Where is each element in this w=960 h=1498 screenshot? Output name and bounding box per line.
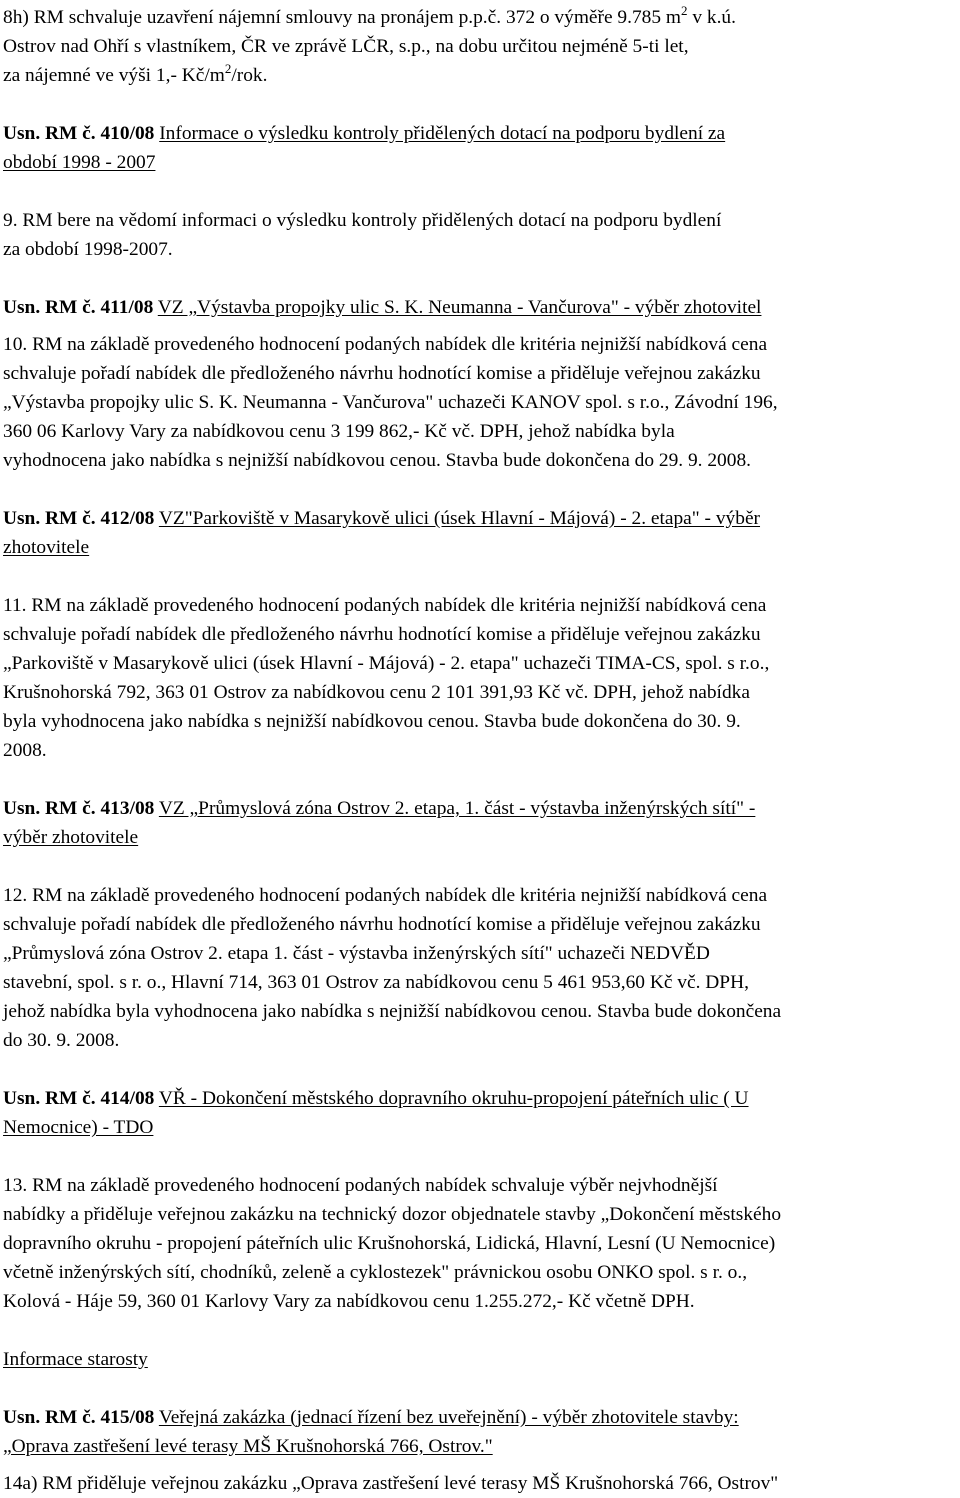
resolution-heading-line — [3, 794, 958, 823]
body-line: dopravního okruhu - propojení páteřních ulic Krušnohorská, Lidická, Hlavní, Lesní (U Nemocnice) — [3, 1233, 776, 1254]
resolution-heading-line — [3, 1403, 958, 1432]
resolution-number: Usn. RM č. 415/08 — [3, 1407, 155, 1428]
resolution-heading-line — [3, 823, 958, 852]
text: /rok. — [231, 65, 268, 86]
body-line: jehož nabídka byla vyhodnocena jako nabídka s nejnižší nabídkovou cenou. Stavba bude dokončena — [3, 1001, 782, 1022]
body-line: včetně inženýrských sítí, chodníků, zeleně a cyklostezek" právnickou osobu ONKO spol. s r. o., — [3, 1262, 748, 1283]
resolution-heading-line — [3, 1113, 958, 1142]
resolution-412-body — [3, 591, 958, 765]
body-line: 11. RM na základě provedeného hodnocení podaných nabídek dle kritéria nejnižší nabídková cena — [3, 595, 767, 616]
text: v k.ú. — [687, 7, 736, 28]
body-line: 13. RM na základě provedeného hodnocení podaných nabídek schvaluje výběr nejvhodnější — [3, 1175, 718, 1196]
resolution-title: VŘ - Dokončení městského dopravního okruhu-propojení páteřních ulic ( U — [158, 1088, 749, 1109]
resolution-414-heading — [3, 1084, 958, 1142]
body-line: Kolová - Háje 59, 360 01 Karlovy Vary za nabídkovou cenu 1.255.272,- Kč včetně DPH. — [3, 1291, 695, 1312]
resolution-title: Veřejná zakázka (jednací řízení bez uveřejnění) - výběr zhotovitele stavby: — [158, 1407, 739, 1428]
text: 8h) RM schvaluje uzavření nájemní smlouvy na pronájem p.p.č. 372 o výměře 9.785 m — [3, 7, 681, 28]
resolution-number: Usn. RM č. 414/08 — [3, 1088, 155, 1109]
resolution-heading-line — [3, 533, 958, 562]
resolution-title: VZ „Výstavba propojky ulic S. K. Neumanna - Vančurova" - výběr zhotovitel — [157, 297, 762, 318]
resolution-title: období 1998 - 2007 — [3, 152, 156, 173]
resolution-heading-line — [3, 148, 958, 177]
body-line: 360 06 Karlovy Vary za nabídkovou cenu 3 199 862,- Kč vč. DPH, jehož nabídka byla — [3, 421, 675, 442]
resolution-412-heading — [3, 504, 958, 562]
resolution-411-body — [3, 330, 958, 475]
item-8h — [3, 3, 958, 90]
superscript: 2 — [224, 60, 232, 76]
section-heading — [3, 1345, 958, 1374]
resolution-title: zhotovitele — [3, 537, 90, 558]
resolution-heading-line — [3, 119, 958, 148]
body-line: 12. RM na základě provedeného hodnocení podaných nabídek dle kritéria nejnižší nabídková cena — [3, 885, 768, 906]
body-line: za období 1998-2007. — [3, 239, 173, 260]
resolution-heading-line — [3, 504, 958, 533]
resolution-number: Usn. RM č. 411/08 — [3, 297, 154, 318]
body-line: do 30. 9. 2008. — [3, 1030, 120, 1051]
resolution-title: VZ „Průmyslová zóna Ostrov 2. etapa, 1. část - výstavba inženýrských sítí" - — [158, 798, 756, 819]
resolution-heading-line — [3, 1432, 958, 1461]
body-line: „Výstavba propojky ulic S. K. Neumanna - Vančurova" uchazeči KANOV spol. s r.o., Závodní 196, — [3, 392, 778, 413]
body-line: stavební, spol. s r. o., Hlavní 714, 363 01 Ostrov za nabídkovou cenu 5 461 953,60 Kč vč. DPH, — [3, 972, 749, 993]
resolution-413-heading — [3, 794, 958, 852]
resolution-title: „Oprava zastřešení levé terasy MŠ Krušnohorská 766, Ostrov." — [3, 1436, 493, 1457]
resolution-title: výběr zhotovitele — [3, 827, 139, 848]
item-8h-line — [3, 61, 958, 90]
resolution-415-body — [3, 1469, 958, 1498]
resolution-number: Usn. RM č. 413/08 — [3, 798, 155, 819]
resolution-heading-line — [3, 293, 958, 322]
resolution-415-heading — [3, 1403, 958, 1461]
informace-starosty-section — [3, 1345, 958, 1374]
resolution-title: Informace o výsledku kontroly přidělených dotací na podporu bydlení za — [159, 123, 726, 144]
resolution-410-heading — [3, 119, 958, 177]
resolution-414-body — [3, 1171, 958, 1316]
document-page — [3, 3, 958, 1498]
resolution-number: Usn. RM č. 412/08 — [3, 508, 155, 529]
body-line: vyhodnocena jako nabídka s nejnižší nabídkovou cenou. Stavba bude dokončena do 29. 9. 2008. — [3, 450, 751, 471]
item-8h-line: Ostrov nad Ohří s vlastníkem, ČR ve zprávě LČR, s.p., na dobu určitou nejméně 5-ti let, — [3, 36, 689, 57]
body-line: nabídky a přiděluje veřejnou zakázku na technický dozor objednatele stavby „Dokončení městského — [3, 1204, 782, 1225]
resolution-410-body — [3, 206, 958, 264]
body-line: schvaluje pořadí nabídek dle předloženého návrhu hodnotící komise a přiděluje veřejnou zakázku — [3, 624, 761, 645]
resolution-411-heading — [3, 293, 958, 322]
body-line: schvaluje pořadí nabídek dle předloženého návrhu hodnotící komise a přiděluje veřejnou zakázku — [3, 914, 761, 935]
body-line: schvaluje pořadí nabídek dle předloženého návrhu hodnotící komise a přiděluje veřejnou zakázku — [3, 363, 761, 384]
body-line: „Parkoviště v Masarykově ulici (úsek Hlavní - Májová) - 2. etapa" uchazeči TIMA-CS, spol. s r.o., — [3, 653, 770, 674]
resolution-title: Nemocnice) - TDO — [3, 1117, 154, 1138]
section-title: Informace starosty — [3, 1349, 148, 1370]
resolution-heading-line — [3, 1084, 958, 1113]
body-line: 9. RM bere na vědomí informaci o výsledku kontroly přidělených dotací na podporu bydlení — [3, 210, 722, 231]
body-line: byla vyhodnocena jako nabídka s nejnižší nabídkovou cenou. Stavba bude dokončena do 30. 9. — [3, 711, 741, 732]
text: za nájemné ve výši 1,- Kč/m — [3, 65, 225, 86]
body-line: „Průmyslová zóna Ostrov 2. etapa 1. část - výstavba inženýrských sítí" uchazeči NEDVĚD — [3, 943, 710, 964]
resolution-number: Usn. RM č. 410/08 — [3, 123, 155, 144]
item-8h-line — [3, 3, 958, 32]
body-line: 10. RM na základě provedeného hodnocení podaných nabídek dle kritéria nejnižší nabídková cena — [3, 334, 768, 355]
body-line: Krušnohorská 792, 363 01 Ostrov za nabídkovou cenu 2 101 391,93 Kč vč. DPH, jehož nabídka — [3, 682, 750, 703]
resolution-title: VZ"Parkoviště v Masarykově ulici (úsek Hlavní - Májová) - 2. etapa" - výběr — [158, 508, 761, 529]
body-line: 14a) RM přiděluje veřejnou zakázku „Oprava zastřešení levé terasy MŠ Krušnohorská 766, Ostrov" — [3, 1473, 779, 1494]
superscript: 2 — [680, 2, 688, 18]
resolution-413-body — [3, 881, 958, 1055]
body-line: 2008. — [3, 740, 47, 761]
